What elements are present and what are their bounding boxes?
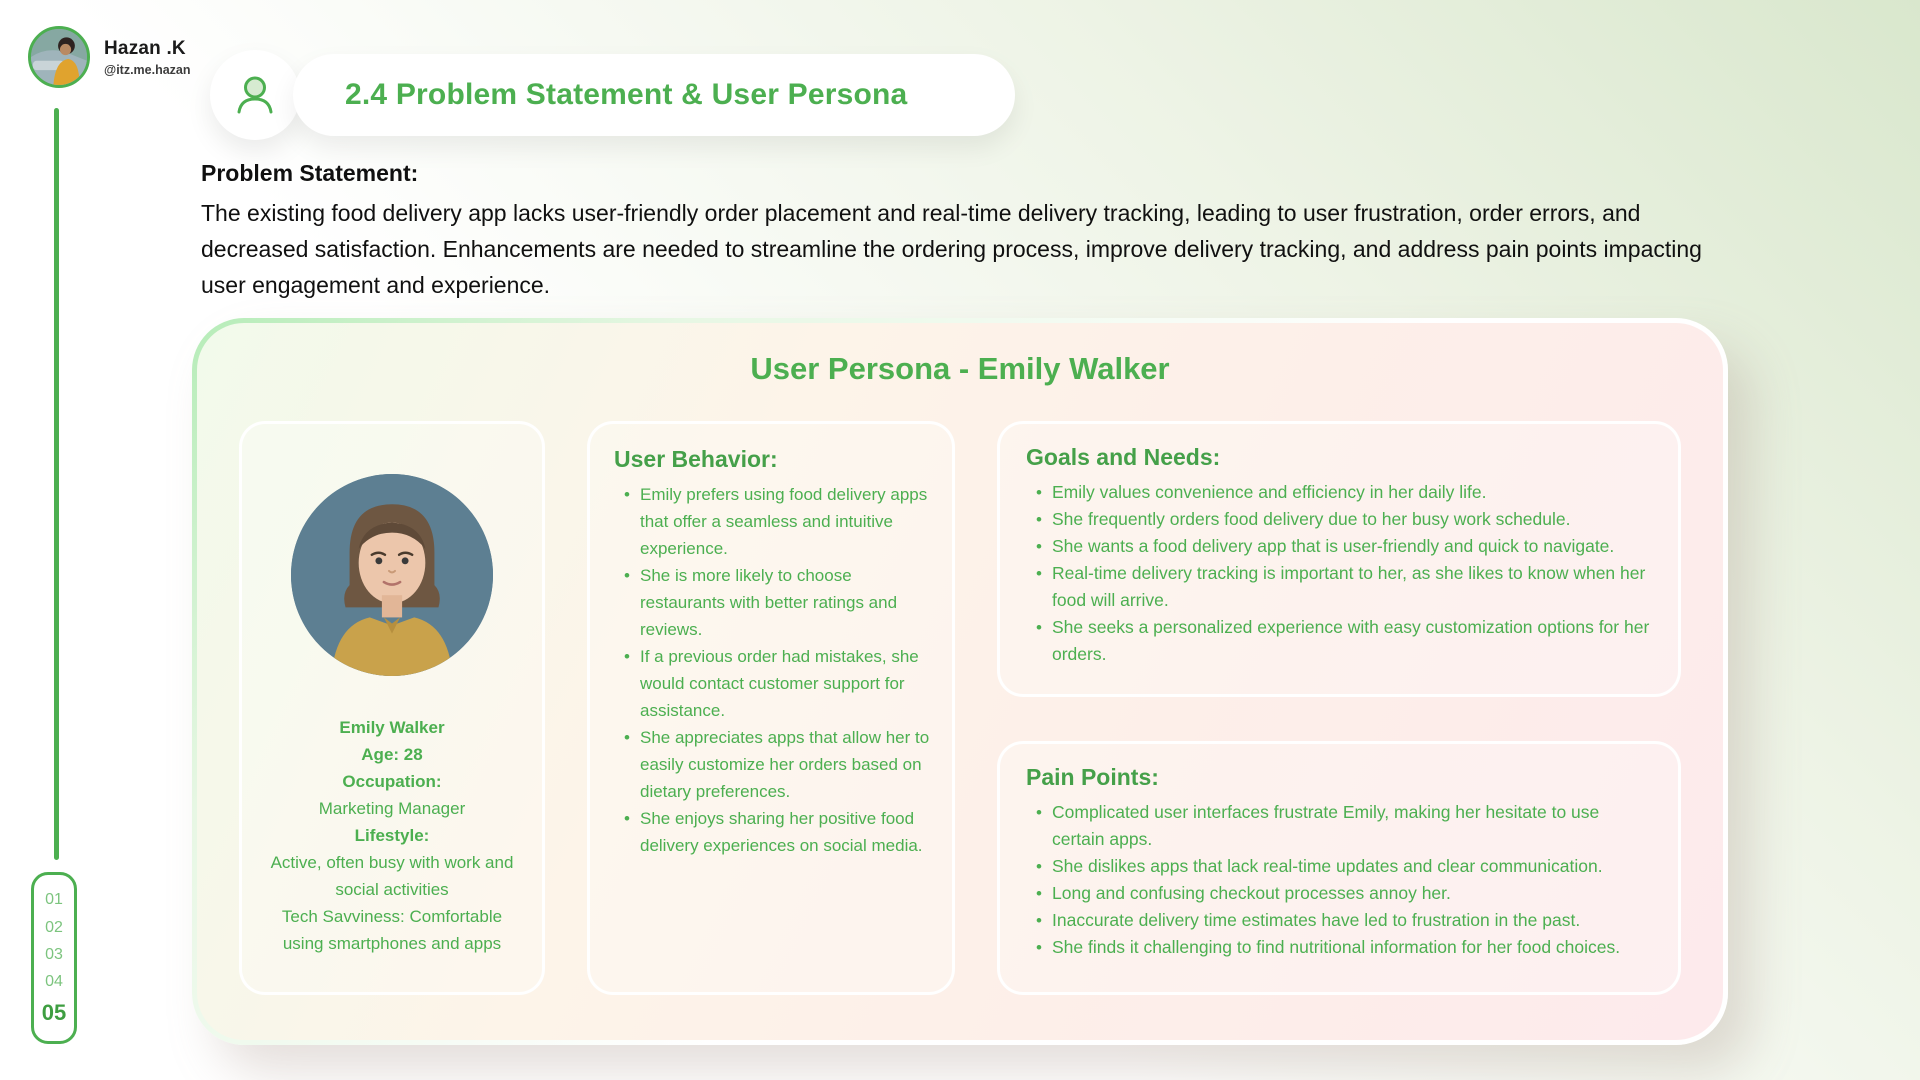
- goals-needs-card: [997, 421, 1681, 697]
- pagination-item[interactable]: 04: [45, 973, 63, 991]
- user-behavior-card: [587, 421, 955, 995]
- page-title: 2.4 Problem Statement & User Persona: [345, 78, 908, 111]
- person-icon: [232, 72, 278, 118]
- pain-points-list: [1026, 799, 1652, 961]
- goals-needs-item: • Emily values convenience and efficiency in her daily life.: [1026, 479, 1652, 506]
- persona-photo-card: [239, 421, 545, 995]
- pagination-item[interactable]: 02: [45, 918, 63, 936]
- persona-name: Emily Walker: [339, 718, 445, 737]
- pain-points-item: • Complicated user interfaces frustrate Emily, making her hesitate to use certain apps.: [1026, 799, 1652, 853]
- user-behavior-heading: User Behavior:: [614, 446, 778, 472]
- user-behavior-item: • If a previous order had mistakes, she would contact customer support for assistance.: [614, 643, 930, 724]
- pagination-item[interactable]: 01: [45, 891, 63, 909]
- user-behavior-item: • Emily prefers using food delivery apps that offer a seamless and intuitive experience.: [614, 481, 930, 562]
- pain-points-item: • Inaccurate delivery time estimates have led to frustration in the past.: [1026, 907, 1652, 934]
- page-pagination[interactable]: [31, 872, 77, 1044]
- problem-statement-section: [201, 160, 1746, 303]
- author-handle: @itz.me.hazan: [104, 62, 191, 77]
- goals-needs-heading: Goals and Needs:: [1026, 444, 1221, 470]
- persona-occupation: Marketing Manager: [318, 799, 466, 818]
- persona-title: User Persona - Emily Walker: [750, 351, 1170, 386]
- pain-points-heading: Pain Points:: [1026, 764, 1159, 790]
- pagination-item[interactable]: 05: [41, 999, 67, 1025]
- author-name: Hazan .K: [104, 37, 186, 59]
- pain-points-card: [997, 741, 1681, 995]
- goals-needs-item: • She wants a food delivery app that is user-friendly and quick to navigate.: [1026, 533, 1652, 560]
- header-icon-circle: [210, 50, 300, 140]
- pain-points-item: • She finds it challenging to find nutritional information for her food choices.: [1026, 934, 1652, 961]
- header-pill: [293, 54, 1015, 136]
- goals-needs-item: • Real-time delivery tracking is important to her, as she likes to know when her food will arrive.: [1026, 560, 1652, 614]
- user-behavior-list: [614, 481, 930, 859]
- pain-points-item: • She dislikes apps that lack real-time updates and clear communication.: [1026, 853, 1652, 880]
- persona-details: [264, 714, 520, 957]
- goals-needs-list: [1026, 479, 1652, 668]
- author-profile: [28, 26, 191, 88]
- persona-card: [197, 323, 1723, 1040]
- persona-age: Age: 28: [361, 745, 423, 764]
- problem-body: The existing food delivery app lacks user-friendly order placement and real-time delivery tracking, leading to user frustration, order errors, and decreased satisfaction. Enhancements are needed to streamline the ordering process, improve delivery tracking, and address pain points impacting user engagement and experience.: [201, 200, 1702, 298]
- persona-occupation-label: Occupation:: [342, 772, 442, 791]
- problem-heading: Problem Statement:: [201, 160, 419, 186]
- user-behavior-item: • She is more likely to choose restaurants with better ratings and reviews.: [614, 562, 930, 643]
- user-behavior-item: • She enjoys sharing her positive food delivery experiences on social media.: [614, 805, 930, 859]
- persona-lifestyle: Active, often busy with work and social activities: [270, 853, 514, 899]
- goals-needs-item: • She frequently orders food delivery due to her busy work schedule.: [1026, 506, 1652, 533]
- persona-right-column: [997, 421, 1681, 995]
- goals-needs-item: • She seeks a personalized experience with easy customization options for her orders.: [1026, 614, 1652, 668]
- author-avatar: [28, 26, 90, 88]
- timeline-line: [54, 108, 59, 860]
- persona-columns: [239, 421, 1681, 995]
- pain-points-item: • Long and confusing checkout processes annoy her.: [1026, 880, 1652, 907]
- pagination-item[interactable]: 03: [45, 945, 63, 963]
- persona-card-border: [192, 318, 1728, 1045]
- author-info: [104, 38, 191, 77]
- persona-photo: [291, 474, 493, 676]
- emily-portrait-illustration: [291, 474, 493, 676]
- author-photo-illustration: [31, 29, 87, 85]
- persona-tech-savviness: Tech Savviness: Comfortable using smartphones and apps: [281, 907, 503, 953]
- persona-lifestyle-label: Lifestyle:: [354, 826, 430, 845]
- user-behavior-item: • She appreciates apps that allow her to easily customize her orders based on dietary preferences.: [614, 724, 930, 805]
